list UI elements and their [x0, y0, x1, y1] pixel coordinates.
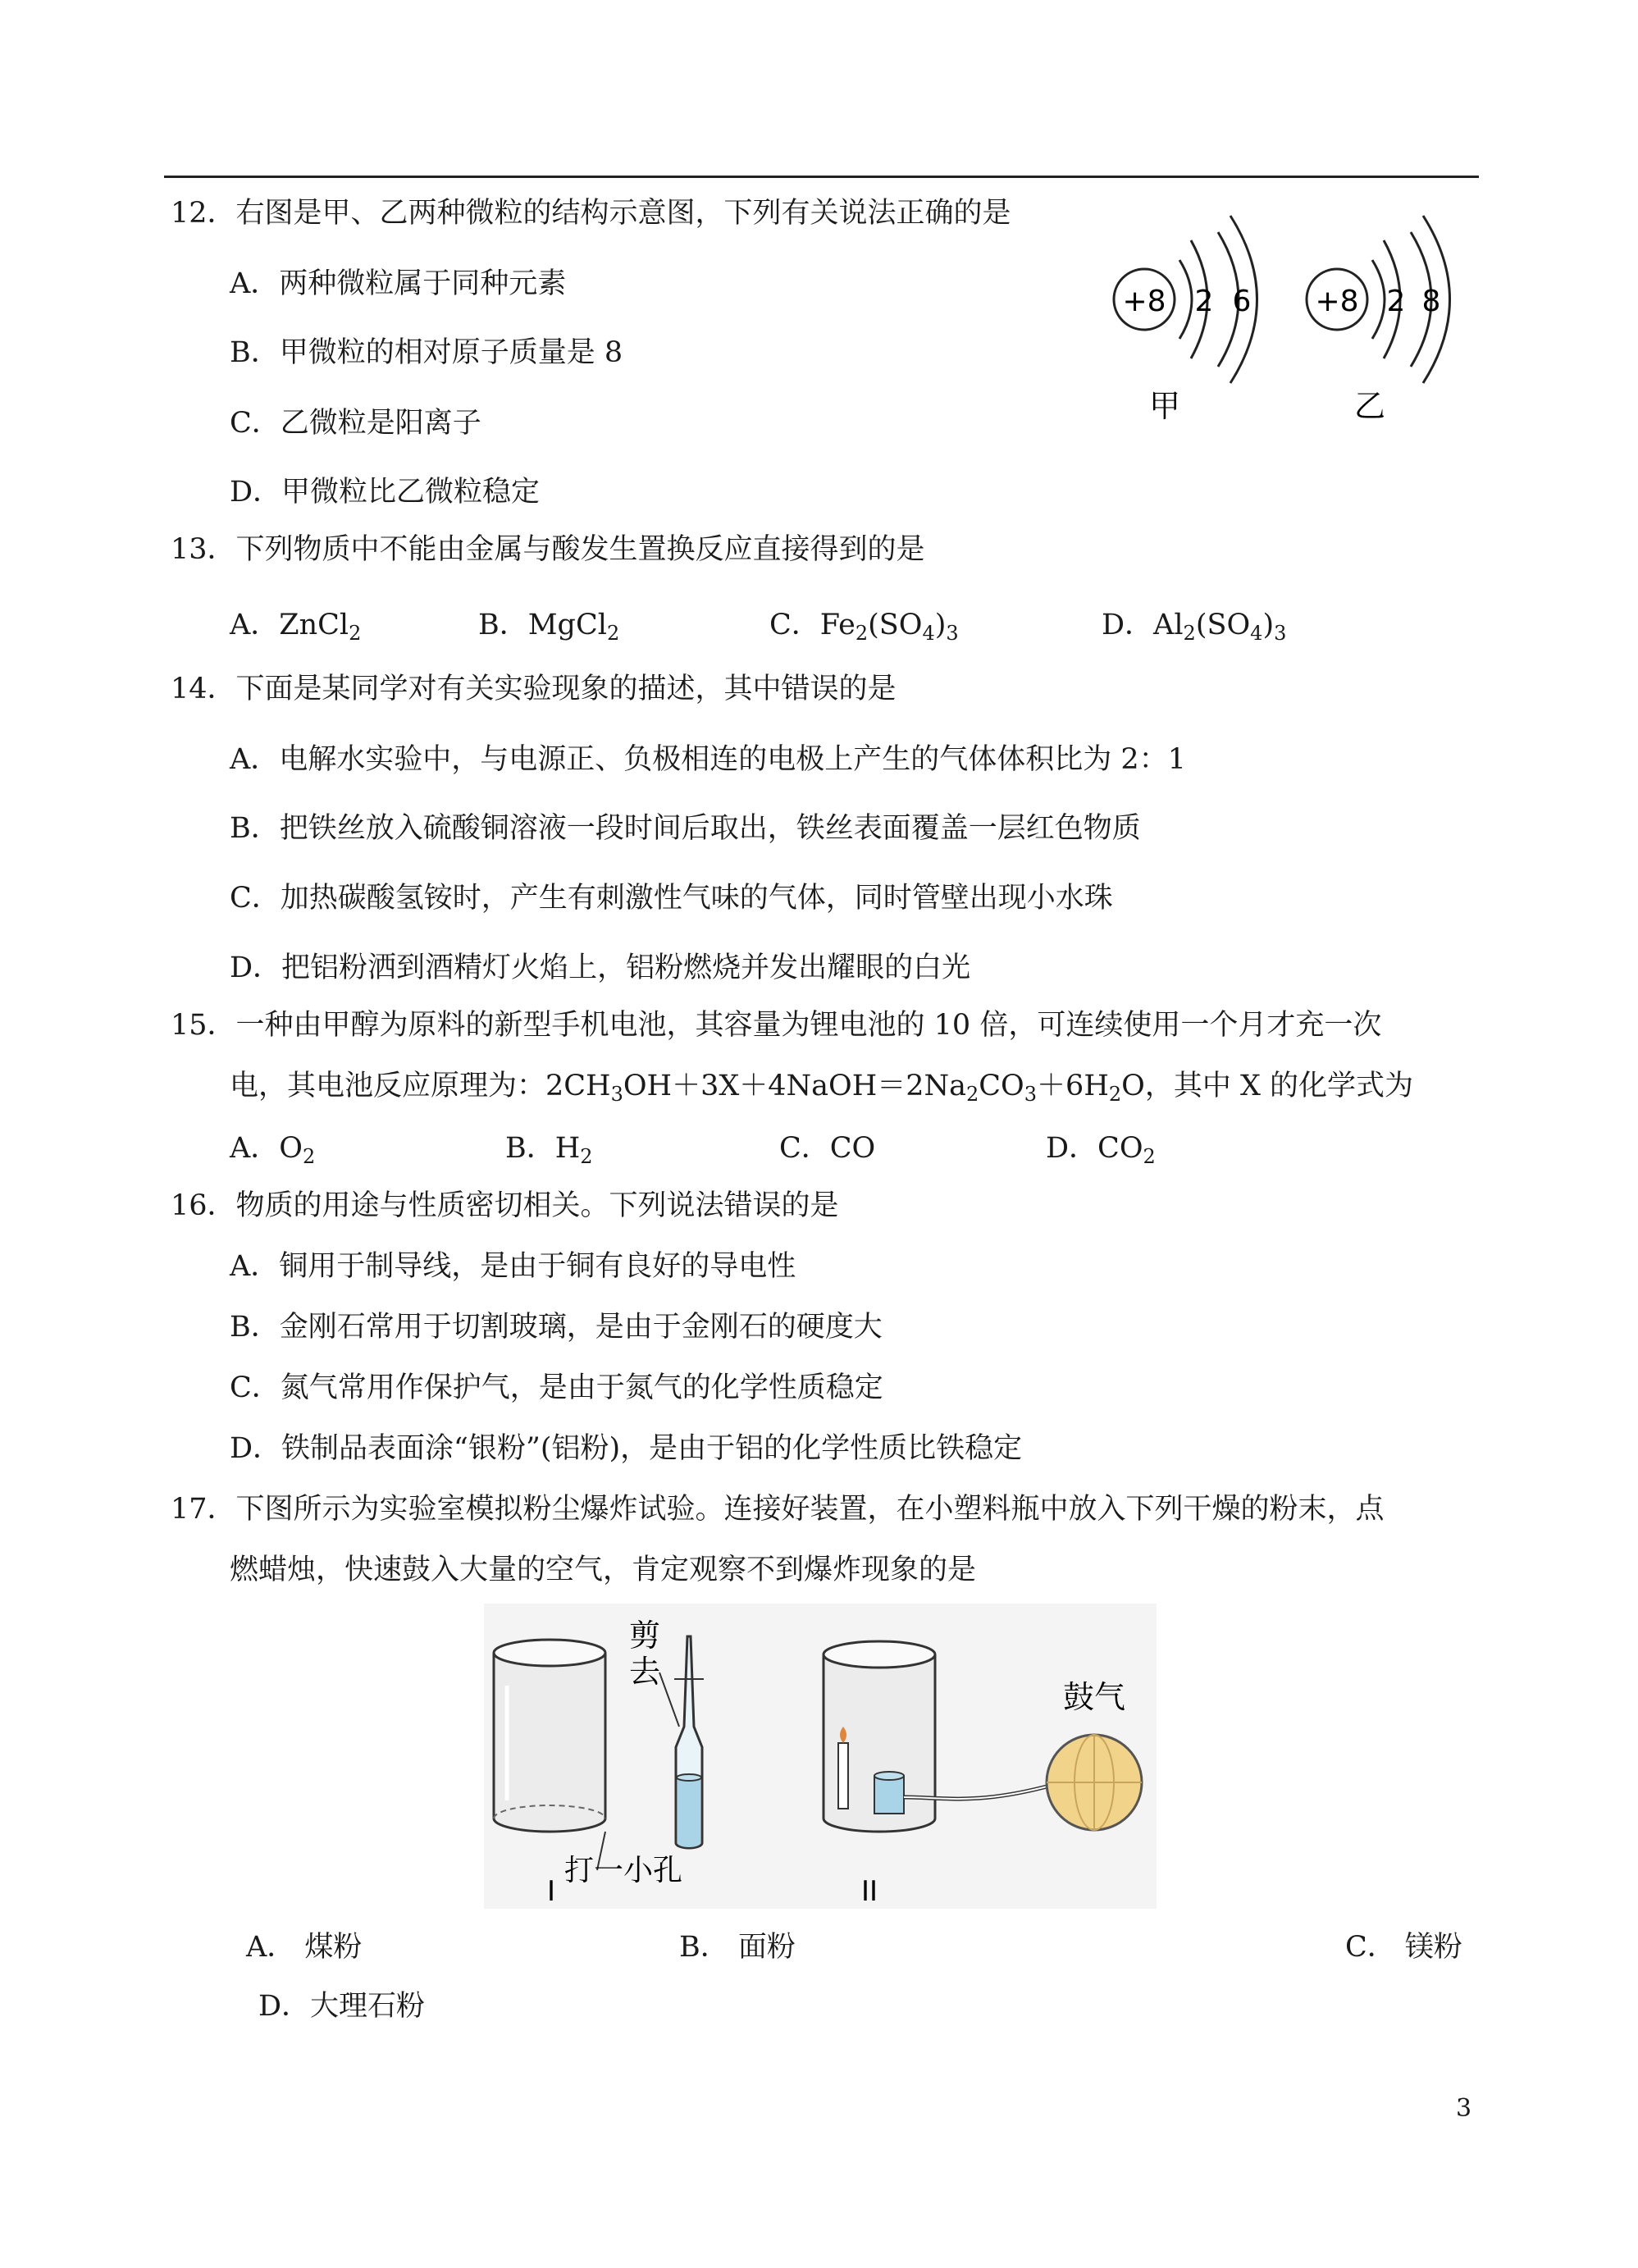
yi-shell1-count: 2	[1386, 285, 1406, 318]
yi-nucleus: +8	[1315, 285, 1359, 318]
q16-option-a: A．铜用于制导线，是由于铜有良好的导电性	[230, 1250, 796, 1283]
q17-stem-line1: 17．下图所示为实验室模拟粉尘爆炸试验。连接好装置，在小塑料瓶中放入下列干燥的粉末，点	[171, 1493, 1385, 1526]
jia-shell2-count: 6	[1232, 285, 1252, 318]
q16-option-b: B．金刚石常用于切割玻璃，是由于金刚石的硬度大	[230, 1311, 883, 1344]
q12-option-a: A．两种微粒属于同种元素	[230, 267, 567, 300]
q12-stem: 12．右图是甲、乙两种微粒的结构示意图，下列有关说法正确的是	[171, 197, 1011, 230]
q13-stem: 13．下列物质中不能由金属与酸发生置换反应直接得到的是	[171, 533, 925, 566]
q17-option-a: A． 煤粉	[246, 1931, 363, 1964]
q14-option-c: C．加热碳酸氢铵时，产生有刺激性气味的气体，同时管壁出现小水珠	[230, 882, 1113, 915]
q15-stem-line1: 15．一种由甲醇为原料的新型手机电池，其容量为锂电池的 10 倍，可连续使用一个月才充一次	[171, 1009, 1382, 1042]
particle-yi	[1307, 216, 1450, 424]
dust-explosion-figure	[484, 1604, 1157, 1909]
q15-option-a: A．$O_2$	[230, 1132, 316, 1168]
q15-option-d: D．$CO_2$	[1046, 1132, 1156, 1168]
atomic-structure-figure	[1099, 209, 1485, 431]
q14-stem: 14．下面是某同学对有关实验现象的描述，其中错误的是	[171, 673, 897, 705]
blow-label: 鼓气	[1062, 1679, 1126, 1715]
q12-option-b: B．甲微粒的相对原子质量是 8	[230, 336, 623, 369]
q15-option-b: B．$H_2$	[505, 1132, 593, 1168]
q13-option-a: A．ZnCl$_2$	[230, 609, 362, 645]
q14-option-b: B．把铁丝放入硫酸铜溶液一段时间后取出，铁丝表面覆盖一层红色物质	[230, 812, 1141, 845]
header-rule	[164, 176, 1479, 178]
q16-option-c: C．氮气常用作保护气，是由于氮气的化学性质稳定	[230, 1371, 883, 1404]
hole-label: 打一小孔	[564, 1854, 683, 1887]
jia-label: 甲	[1148, 388, 1181, 424]
q17-option-c: C． 镁粉	[1345, 1931, 1462, 1964]
cut-label-2: 去	[628, 1654, 661, 1690]
q17-stem-line2: 燃蜡烛，快速鼓入大量的空气，肯定观察不到爆炸现象的是	[230, 1554, 977, 1586]
yi-label: 乙	[1353, 388, 1386, 424]
panel1-label: I	[546, 1875, 556, 1908]
panel1-cup	[494, 1640, 605, 1832]
cut-label-1: 剪	[628, 1618, 661, 1654]
jia-nucleus: +8	[1122, 285, 1166, 318]
q14-option-a: A．电解水实验中，与电源正、负极相连的电极上产生的气体体积比为 2：1	[230, 743, 1186, 776]
panel2-label: II	[860, 1875, 878, 1908]
q15-option-c: C．CO	[779, 1132, 876, 1165]
q14-option-d: D．把铝粉洒到酒精灯火焰上，铝粉燃烧并发出耀眼的白光	[230, 951, 971, 984]
q13-option-c: C．$Fe_2(SO_4)_3$	[769, 609, 959, 645]
q16-option-d: D．铁制品表面涂“银粉”(铝粉)，是由于铝的化学性质比铁稳定	[230, 1432, 1023, 1465]
q12-option-c: C．乙微粒是阳离子	[230, 407, 481, 440]
q13-option-b: B．MgCl$_2$	[478, 609, 620, 645]
q13-option-d: D．$Al_2(SO_4)_3$	[1102, 609, 1287, 645]
jia-shell1-count: 2	[1194, 285, 1214, 318]
q17-option-d: D．大理石粉	[258, 1990, 426, 2023]
page-number: 3	[1456, 2094, 1472, 2123]
q15-stem-equation: 电，其电池反应原理为：$2CH_3OH+3X+4NaOH=2Na_2CO_3+6H_2O$，其中 X 的化学式为	[230, 1070, 1413, 1106]
particle-jia	[1114, 216, 1257, 424]
q16-stem: 16．物质的用途与性质密切相关。下列说法错误的是	[171, 1189, 839, 1222]
q17-option-b: B． 面粉	[679, 1931, 796, 1964]
q12-option-d: D．甲微粒比乙微粒稳定	[230, 476, 541, 509]
yi-shell2-count: 8	[1421, 285, 1441, 318]
